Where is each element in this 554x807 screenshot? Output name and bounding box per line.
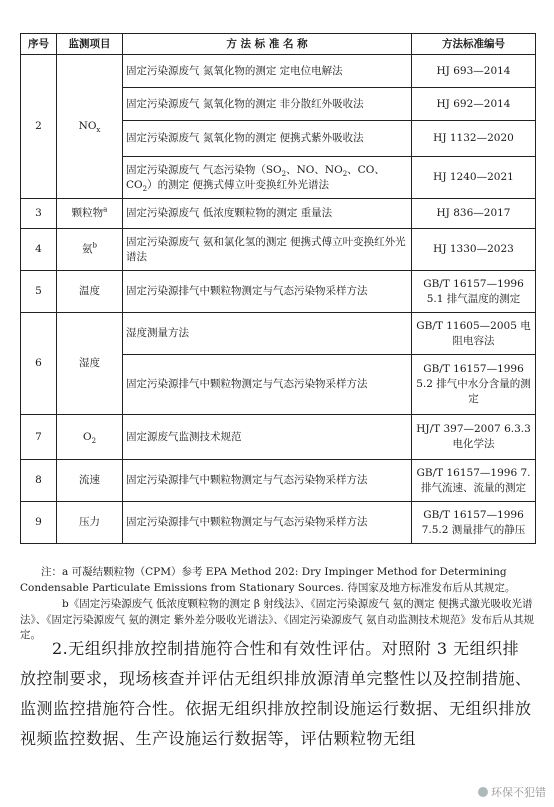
table-row bbox=[21, 415, 536, 460]
row-standard: HJ 1240—2021 bbox=[412, 157, 536, 199]
row-method: 固定污染源排气中颗粒物测定与气态污染物采样方法 bbox=[123, 502, 412, 544]
row-no: 2 bbox=[21, 55, 57, 199]
row-item bbox=[57, 199, 123, 229]
row-no: 5 bbox=[21, 271, 57, 313]
row-method bbox=[123, 157, 412, 199]
method-standard-table bbox=[20, 33, 536, 544]
row-item: 流速 bbox=[57, 460, 123, 502]
item-text: NO bbox=[78, 120, 97, 132]
item-subscript: x bbox=[96, 126, 101, 135]
table-row bbox=[21, 460, 536, 502]
subscript: 2 bbox=[342, 169, 348, 178]
row-method: 固定源废气监测技术规范 bbox=[123, 415, 412, 460]
item-subscript: 2 bbox=[91, 436, 97, 445]
item-text: O bbox=[82, 430, 92, 443]
header-no: 序号 bbox=[21, 34, 57, 55]
row-item bbox=[57, 415, 123, 460]
row-standard: HJ 692—2014 bbox=[412, 88, 536, 121]
table-row bbox=[21, 55, 536, 88]
item-superscript: a bbox=[103, 205, 108, 214]
row-standard: HJ 1330—2023 bbox=[412, 229, 536, 271]
item-text: 颗粒物 bbox=[71, 207, 104, 219]
method-part: ）的测定 便携式傅立叶变换红外光谱法 bbox=[147, 178, 329, 191]
row-no: 8 bbox=[21, 460, 57, 502]
subscript: 2 bbox=[142, 184, 148, 193]
row-item bbox=[57, 229, 123, 271]
method-part: 固定污染源废气 气态污染物（SO bbox=[126, 163, 282, 176]
row-no: 4 bbox=[21, 229, 57, 271]
watermark-icon bbox=[478, 787, 488, 797]
table-row bbox=[21, 229, 536, 271]
item-text: 氨 bbox=[82, 243, 93, 255]
row-standard: HJ 1132—2020 bbox=[412, 121, 536, 157]
item-superscript: b bbox=[92, 241, 97, 250]
table-row bbox=[21, 502, 536, 544]
body-paragraph bbox=[20, 634, 535, 754]
row-item bbox=[57, 55, 123, 199]
row-standard: GB/T 16157—1996 5.1 排气温度的测定 bbox=[412, 271, 536, 313]
row-standard: GB/T 11605—2005 电阻电容法 bbox=[412, 313, 536, 355]
table-header-row bbox=[21, 34, 536, 55]
row-method: 固定污染源废气 氮氧化物的测定 定电位电解法 bbox=[123, 55, 412, 88]
row-standard: GB/T 16157—1996 5.2 排气中水分含量的测定 bbox=[412, 355, 536, 415]
row-method: 固定污染源废气 氮氧化物的测定 便携式紫外吸收法 bbox=[123, 121, 412, 157]
method-part: 、CO、CO bbox=[126, 163, 385, 191]
row-no: 3 bbox=[21, 199, 57, 229]
row-item: 压力 bbox=[57, 502, 123, 544]
table-row bbox=[21, 313, 536, 355]
header-method: 方 法 标 准 名 称 bbox=[123, 34, 412, 55]
note-a: 注：a 可凝结颗粒物（CPM）参考 EPA Method 202: Dry Impinger Method for Determining Condensable Particulate Emissions from Stationary Sources. 待国家及地方标准发布后从其规定。 bbox=[20, 566, 516, 594]
row-item: 湿度 bbox=[57, 313, 123, 415]
row-no: 7 bbox=[21, 415, 57, 460]
method-part: 、NO、NO bbox=[286, 163, 343, 176]
row-method: 固定污染源排气中颗粒物测定与气态污染物采样方法 bbox=[123, 460, 412, 502]
header-standard: 方法标准编号 bbox=[412, 34, 536, 55]
row-standard: GB/T 16157—1996 7.5.2 测量排气的静压 bbox=[412, 502, 536, 544]
row-item: 温度 bbox=[57, 271, 123, 313]
table-row bbox=[21, 199, 536, 229]
row-method: 固定污染源废气 氮氧化物的测定 非分散红外吸收法 bbox=[123, 88, 412, 121]
watermark-text: 环保不犯错 bbox=[491, 786, 546, 799]
row-standard: HJ 693—2014 bbox=[412, 55, 536, 88]
row-no: 6 bbox=[21, 313, 57, 415]
row-method: 湿度测量方法 bbox=[123, 313, 412, 355]
paragraph-text: 2.无组织排放控制措施符合性和有效性评估。对照附 3 无组织排放控制要求，现场核查并评估无组织排放源清单完整性以及控制措施、监测监控措施符合性。依据无组织排放控制设施运行数据、无组织排放视频监控数据、生产设施运行数据等，评估颗粒物无组 bbox=[20, 639, 532, 748]
subscript: 2 bbox=[281, 169, 287, 178]
note-b: b《固定污染源废气 低浓度颗粒物的测定 β 射线法》、《固定污染源废气 氨的测定 便携式激光吸收光谱法》、《固定污染源废气 氨的测定 紫外差分吸收光谱法》、《固定污染源废气 氨自动监测技术规范》发布后从其规定。 bbox=[20, 598, 535, 641]
table-notes bbox=[20, 565, 535, 644]
row-method: 固定污染源废气 低浓度颗粒物的测定 重量法 bbox=[123, 199, 412, 229]
row-method: 固定污染源排气中颗粒物测定与气态污染物采样方法 bbox=[123, 355, 412, 415]
row-method: 固定污染源排气中颗粒物测定与气态污染物采样方法 bbox=[123, 271, 412, 313]
row-no: 9 bbox=[21, 502, 57, 544]
row-standard: HJ 836—2017 bbox=[412, 199, 536, 229]
row-standard: HJ/T 397—2007 6.3.3 电化学法 bbox=[412, 415, 536, 460]
watermark bbox=[474, 783, 550, 801]
header-item: 监测项目 bbox=[57, 34, 123, 55]
table-row bbox=[21, 271, 536, 313]
row-method: 固定污染源废气 氨和氯化氢的测定 便携式傅立叶变换红外光谱法 bbox=[123, 229, 412, 271]
row-standard: GB/T 16157—1996 7.排气流速、流量的测定 bbox=[412, 460, 536, 502]
